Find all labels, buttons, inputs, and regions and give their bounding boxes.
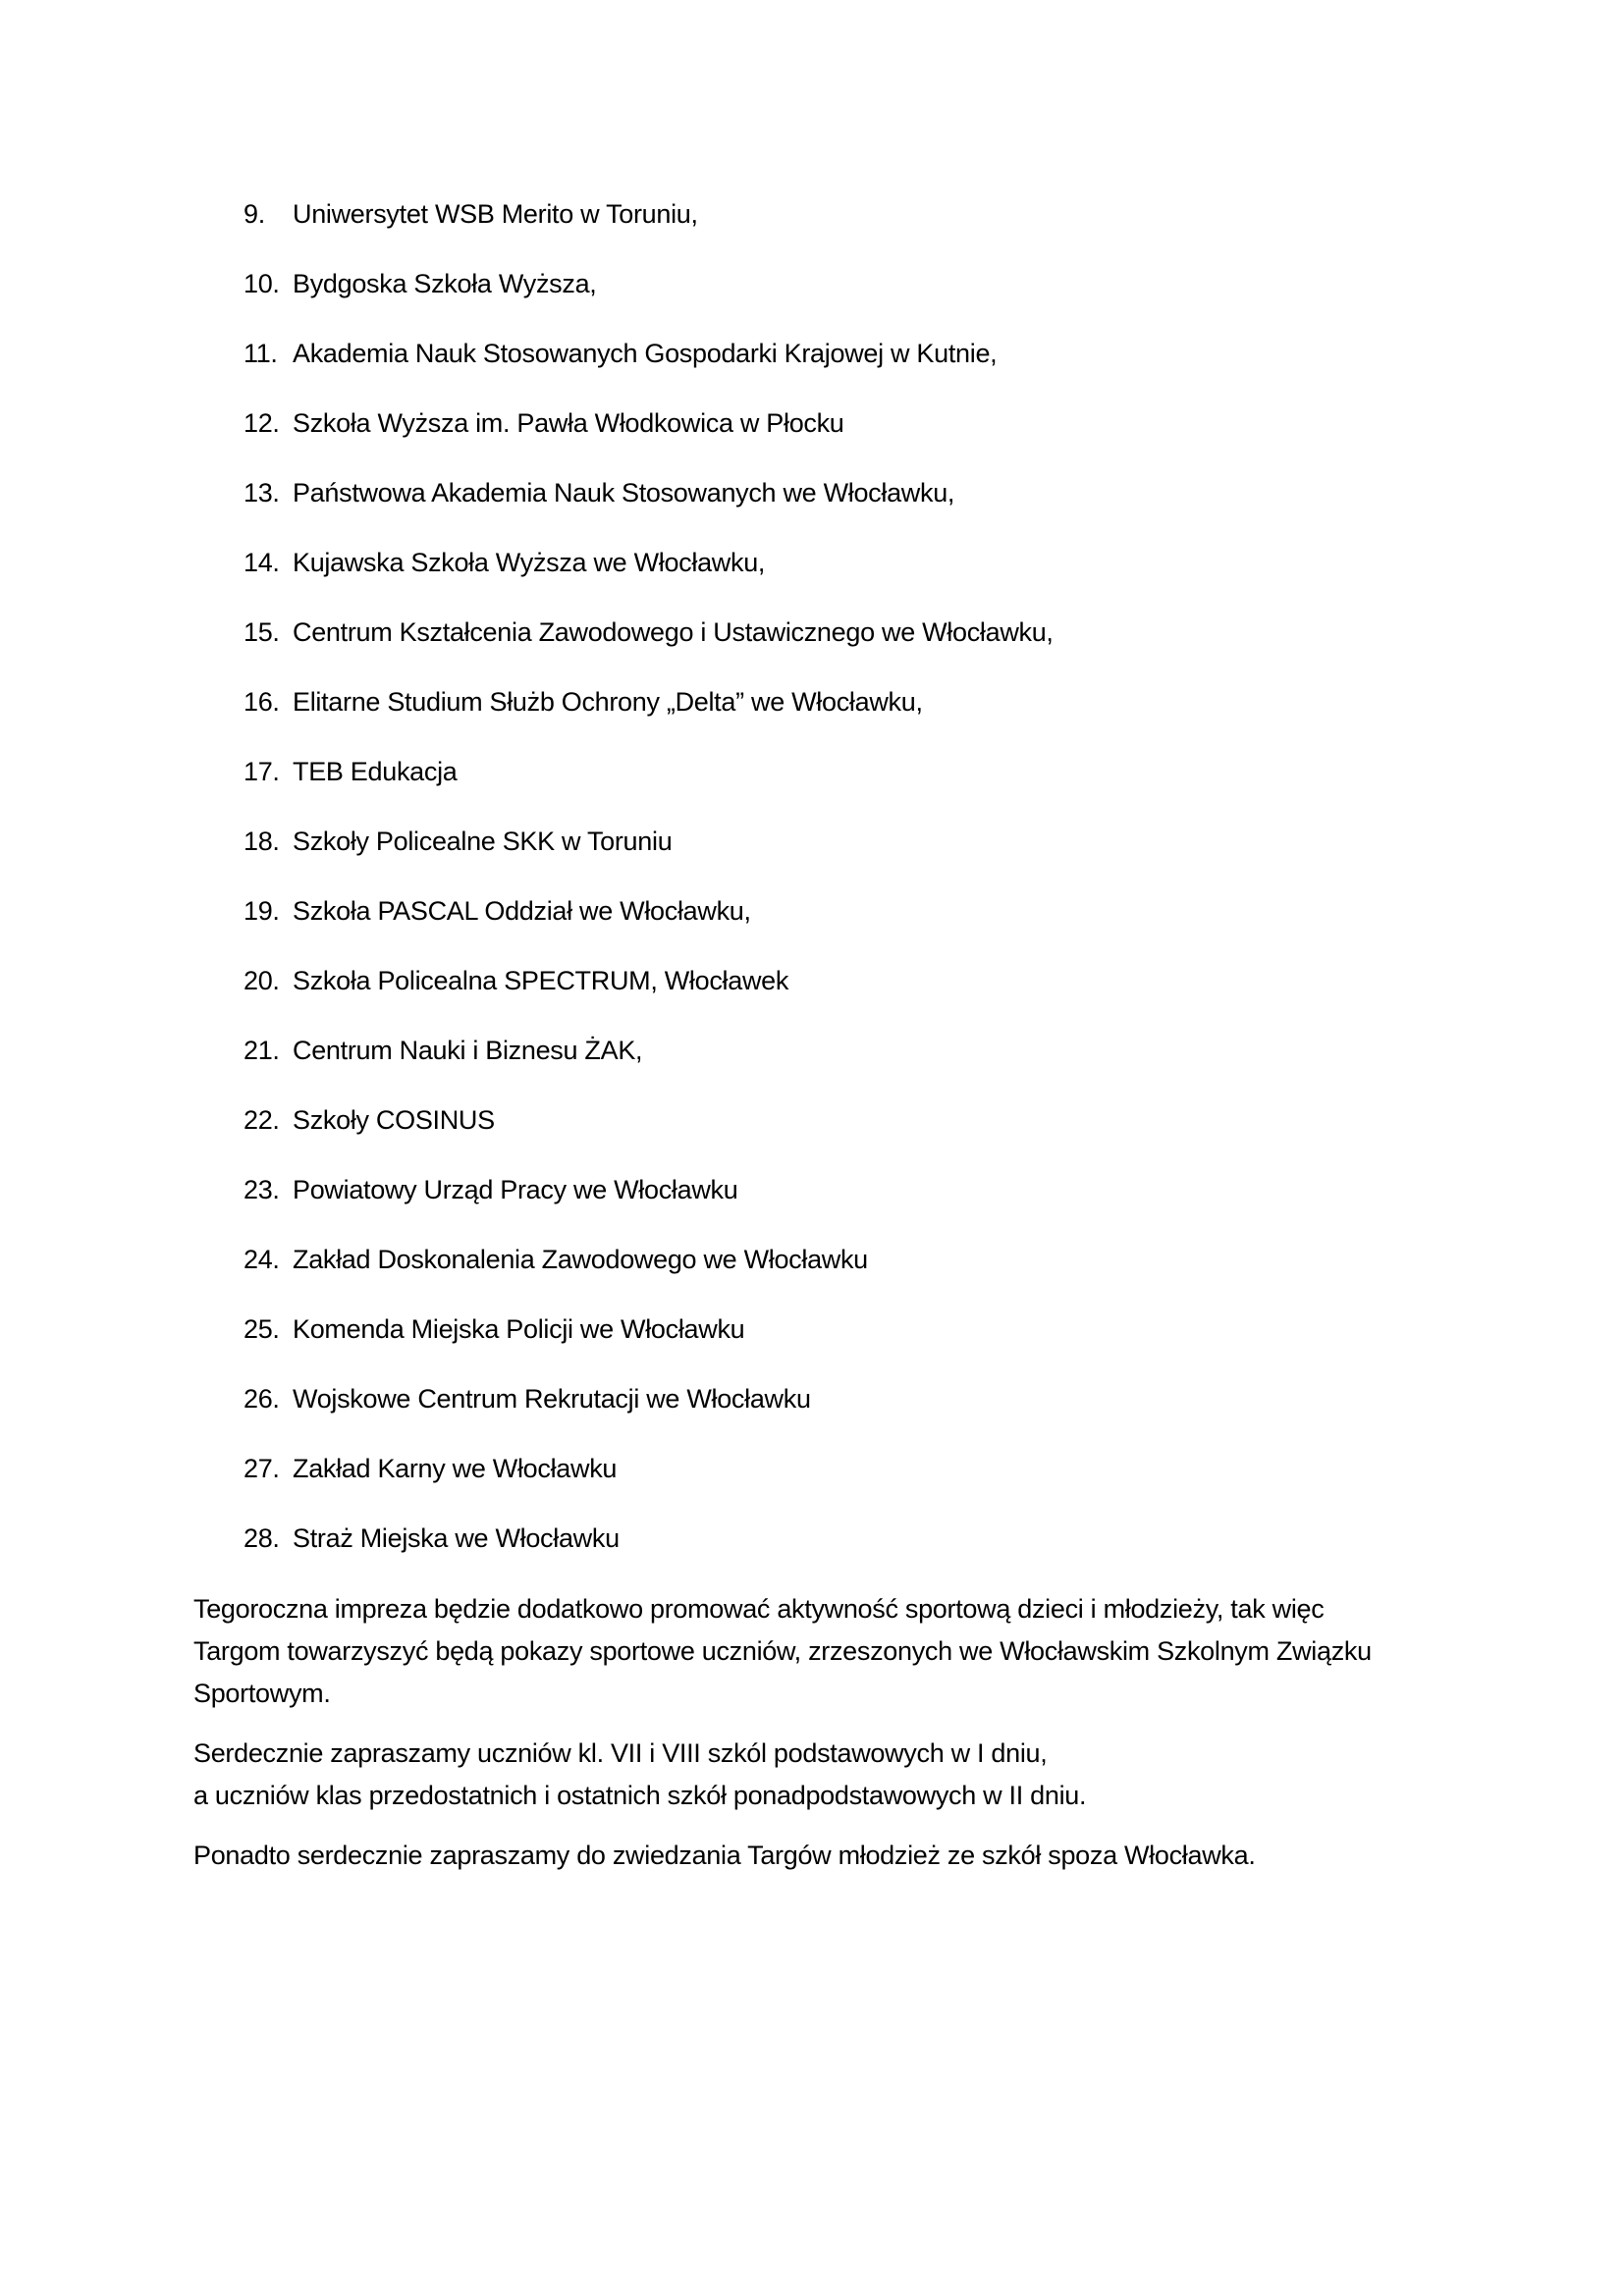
list-number: 26. — [244, 1384, 280, 1414]
list-item — [244, 332, 1054, 401]
list-number: 23. — [244, 1175, 280, 1204]
list-text: Wojskowe Centrum Rekrutacji we Włocławku — [293, 1384, 811, 1414]
list-number: 9. — [244, 199, 265, 229]
list-item — [244, 1098, 1054, 1168]
list-number: 20. — [244, 966, 280, 995]
list-number: 15. — [244, 617, 280, 647]
list-item — [244, 1238, 1054, 1308]
list-item — [244, 680, 1054, 750]
paragraph-line: a uczniów klas przedostatnich i ostatnich szkół ponadpodstawowych w II dniu. — [193, 1781, 1087, 1810]
list-number: 22. — [244, 1105, 280, 1135]
list-number: 16. — [244, 687, 280, 717]
list-number: 19. — [244, 896, 280, 926]
list-number: 13. — [244, 478, 280, 507]
list-number: 21. — [244, 1036, 280, 1065]
institutions-list — [244, 192, 1054, 1586]
list-number: 24. — [244, 1245, 280, 1274]
list-number: 27. — [244, 1454, 280, 1483]
list-text: Zakład Karny we Włocławku — [293, 1454, 618, 1483]
list-number: 10. — [244, 269, 280, 298]
list-number: 11. — [244, 339, 278, 368]
list-item — [244, 1517, 1054, 1586]
list-item — [244, 820, 1054, 889]
paragraph-line: Sportowym. — [193, 1679, 331, 1708]
paragraph-sports-promotion — [193, 1588, 1470, 1715]
list-text: Powiatowy Urząd Pracy we Włocławku — [293, 1175, 738, 1204]
list-text: Szkoła PASCAL Oddział we Włocławku, — [293, 896, 751, 926]
list-text: Centrum Nauki i Biznesu ŻAK, — [293, 1036, 643, 1065]
list-item — [244, 750, 1054, 820]
list-item — [244, 889, 1054, 959]
list-item — [244, 471, 1054, 541]
list-text: Komenda Miejska Policji we Włocławku — [293, 1314, 745, 1344]
list-item — [244, 1377, 1054, 1447]
list-item — [244, 262, 1054, 332]
list-number: 14. — [244, 548, 280, 577]
list-number: 17. — [244, 757, 280, 786]
list-text: Straż Miejska we Włocławku — [293, 1523, 620, 1553]
body-paragraphs — [193, 1588, 1470, 1895]
list-item — [244, 401, 1054, 471]
list-text: Centrum Kształcenia Zawodowego i Ustawicznego we Włocławku, — [293, 617, 1054, 647]
paragraph-invitation-students — [193, 1733, 1470, 1817]
paragraph-line: Tegoroczna impreza będzie dodatkowo promować aktywność sportową dzieci i młodzieży, tak więc — [193, 1594, 1325, 1624]
list-item — [244, 1447, 1054, 1517]
list-text: Szkoły Policealne SKK w Toruniu — [293, 827, 673, 856]
list-item — [244, 959, 1054, 1029]
list-item — [244, 1308, 1054, 1377]
list-number: 18. — [244, 827, 280, 856]
list-text: Akademia Nauk Stosowanych Gospodarki Krajowej w Kutnie, — [293, 339, 998, 368]
list-number: 28. — [244, 1523, 280, 1553]
list-item — [244, 541, 1054, 611]
list-text: Szkoła Policealna SPECTRUM, Włocławek — [293, 966, 789, 995]
paragraph-line: Ponadto serdecznie zapraszamy do zwiedzania Targów młodzież ze szkół spoza Włocławka. — [193, 1841, 1256, 1870]
list-text: Kujawska Szkoła Wyższa we Włocławku, — [293, 548, 766, 577]
list-text: Państwowa Akademia Nauk Stosowanych we Włocławku, — [293, 478, 955, 507]
list-text: Bydgoska Szkoła Wyższa, — [293, 269, 597, 298]
paragraph-line: Targom towarzyszyć będą pokazy sportowe uczniów, zrzeszonych we Włocławskim Szkolnym Związku — [193, 1636, 1372, 1666]
list-text: Uniwersytet WSB Merito w Toruniu, — [293, 199, 698, 229]
list-text: Szkoły COSINUS — [293, 1105, 495, 1135]
list-text: TEB Edukacja — [293, 757, 458, 786]
list-item — [244, 1168, 1054, 1238]
list-item — [244, 611, 1054, 680]
list-text: Szkoła Wyższa im. Pawła Włodkowica w Płocku — [293, 408, 844, 438]
list-number: 12. — [244, 408, 280, 438]
list-text: Elitarne Studium Służb Ochrony „Delta” we Włocławku, — [293, 687, 923, 717]
list-item — [244, 192, 1054, 262]
list-number: 25. — [244, 1314, 280, 1344]
list-item — [244, 1029, 1054, 1098]
paragraph-line: Serdecznie zapraszamy uczniów kl. VII i VIII szkól podstawowych w I dniu, — [193, 1738, 1048, 1768]
list-text: Zakład Doskonalenia Zawodowego we Włocławku — [293, 1245, 868, 1274]
paragraph-invitation-outside — [193, 1835, 1470, 1877]
